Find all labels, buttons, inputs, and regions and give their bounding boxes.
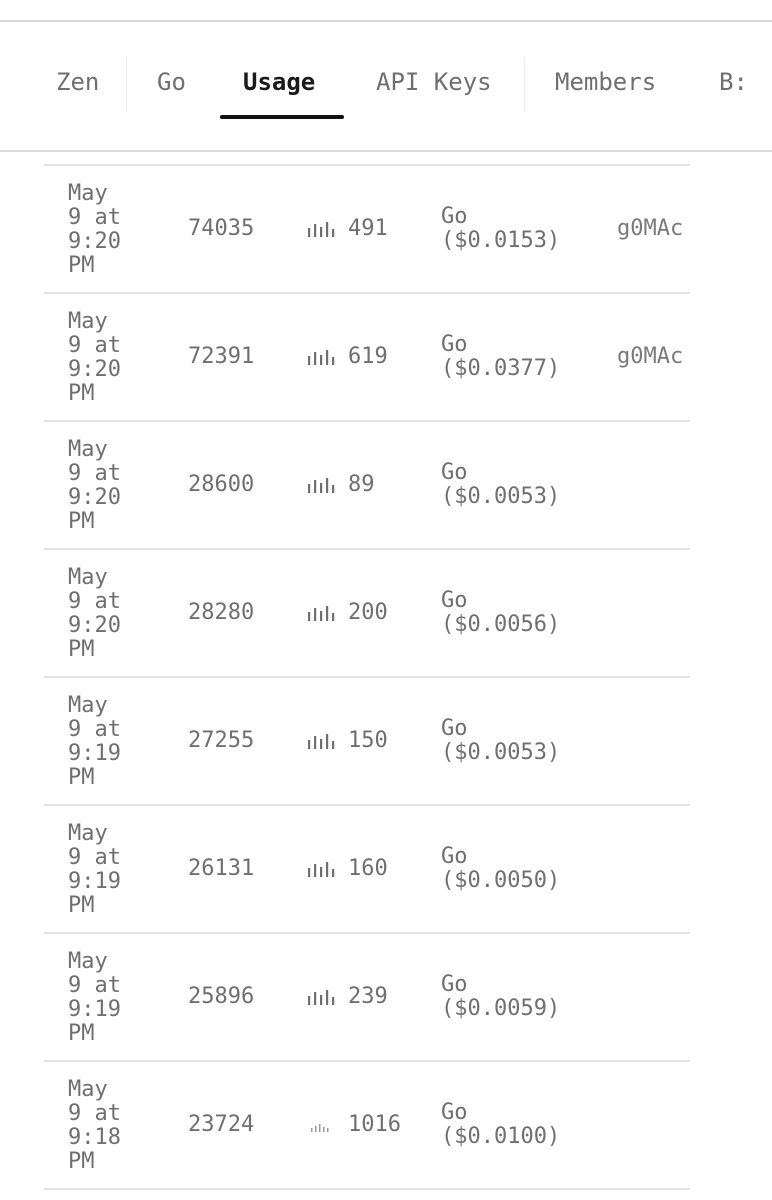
usage-cost: ($0.0053) [441,484,561,509]
usage-token-count: 239 [348,984,388,1009]
usage-request-id: 74035 [188,216,255,241]
usage-request-id: 27255 [188,728,255,753]
usage-tokens[interactable] [306,985,388,1009]
usage-date-line: 9:20 [68,613,121,638]
usage-row[interactable] [44,932,690,1060]
usage-tokens[interactable] [306,217,388,241]
usage-tokens[interactable] [306,473,375,497]
usage-token-count: 89 [348,472,375,497]
usage-row[interactable] [44,164,690,292]
usage-row[interactable] [44,676,690,804]
usage-tokens[interactable] [306,729,388,753]
usage-date-line: 9:19 [68,741,121,766]
tab-billing[interactable]: B: [719,68,748,96]
active-tab-indicator [220,115,344,119]
usage-date [68,1078,138,1174]
bar-chart-icon [306,347,336,367]
usage-model-cost [441,205,560,253]
usage-date-line: 9 at [68,589,121,614]
usage-token-count: 619 [348,344,388,369]
bar-chart-icon [306,603,336,623]
usage-token-count: 150 [348,728,388,753]
usage-date-line: 9 at [68,973,121,998]
usage-date-line: 9 at [68,1101,121,1126]
usage-date [68,310,138,406]
bar-chart-icon [306,475,336,495]
usage-request-id: 72391 [188,344,255,369]
bar-chart-small-icon [306,1115,336,1135]
usage-row[interactable] [44,804,690,932]
usage-model: Go [441,844,468,869]
usage-model-cost [441,589,560,637]
usage-api-key: g0MAc [617,216,684,241]
tabs-divider [0,150,772,152]
tab-usage[interactable]: Usage [243,68,316,96]
usage-cost: ($0.0056) [441,612,561,637]
usage-request-id: 28600 [188,472,255,497]
usage-tokens[interactable] [306,857,388,881]
usage-table [44,164,690,1190]
usage-date-line: May [68,693,108,718]
usage-cost: ($0.0059) [441,996,561,1021]
usage-date-line: PM [68,1149,95,1174]
usage-date [68,822,138,918]
usage-date-line: 9 at [68,717,121,742]
usage-token-count: 491 [348,216,388,241]
usage-date-line: PM [68,253,95,278]
usage-api-key: g0MAc [617,344,684,369]
usage-model: Go [441,460,468,485]
tab-api-keys[interactable]: API Keys [376,68,492,96]
usage-request-id: 23724 [188,1112,255,1137]
bar-chart-icon [306,987,336,1007]
usage-date-line: PM [68,637,95,662]
usage-date-line: May [68,437,108,462]
usage-row[interactable] [44,1060,690,1190]
usage-date-line: 9:20 [68,357,121,382]
usage-date-line: May [68,181,108,206]
tab-bar [0,22,772,150]
usage-date [68,950,138,1046]
bar-chart-icon [306,731,336,751]
usage-date [68,182,138,278]
usage-model: Go [441,332,468,357]
tab-separator [524,58,525,112]
usage-tokens[interactable] [306,601,388,625]
usage-request-id: 28280 [188,600,255,625]
usage-model: Go [441,1100,468,1125]
usage-cost: ($0.0050) [441,868,561,893]
tab-zen[interactable]: Zen [56,68,100,96]
usage-tokens[interactable] [306,1113,401,1137]
usage-date-line: PM [68,509,95,534]
usage-date-line: May [68,1077,108,1102]
usage-model-cost [441,1101,560,1149]
usage-date-line: May [68,309,108,334]
usage-model-cost [441,973,560,1021]
usage-tokens[interactable] [306,345,388,369]
usage-date-line: 9 at [68,461,121,486]
usage-cost: ($0.0377) [441,356,561,381]
usage-date-line: 9 at [68,333,121,358]
tab-members[interactable]: Members [555,68,657,96]
usage-date-line: May [68,821,108,846]
usage-cost: ($0.0053) [441,740,561,765]
usage-request-id: 25896 [188,984,255,1009]
usage-model: Go [441,204,468,229]
usage-model-cost [441,845,560,893]
usage-model-cost [441,461,560,509]
usage-date [68,566,138,662]
usage-request-id: 26131 [188,856,255,881]
usage-token-count: 1016 [348,1112,401,1137]
tab-go[interactable]: Go [157,68,186,96]
usage-model: Go [441,972,468,997]
usage-date-line: 9 at [68,205,121,230]
usage-date-line: 9:20 [68,229,121,254]
usage-cost: ($0.0153) [441,228,561,253]
usage-date-line: PM [68,893,95,918]
usage-model: Go [441,588,468,613]
usage-date-line: 9:19 [68,869,121,894]
bar-chart-icon [306,219,336,239]
usage-model-cost [441,333,560,381]
usage-date [68,694,138,790]
usage-date-line: 9:18 [68,1125,121,1150]
usage-date [68,438,138,534]
usage-date-line: 9:19 [68,997,121,1022]
usage-model-cost [441,717,560,765]
usage-date-line: PM [68,1021,95,1046]
usage-date-line: May [68,565,108,590]
usage-token-count: 160 [348,856,388,881]
usage-row[interactable] [44,548,690,676]
usage-date-line: 9 at [68,845,121,870]
usage-row[interactable] [44,292,690,420]
usage-date-line: May [68,949,108,974]
tab-separator [126,58,127,112]
usage-date-line: PM [68,765,95,790]
usage-token-count: 200 [348,600,388,625]
usage-row[interactable] [44,420,690,548]
usage-model: Go [441,716,468,741]
usage-date-line: 9:20 [68,485,121,510]
usage-date-line: PM [68,381,95,406]
bar-chart-icon [306,859,336,879]
usage-cost: ($0.0100) [441,1124,561,1149]
